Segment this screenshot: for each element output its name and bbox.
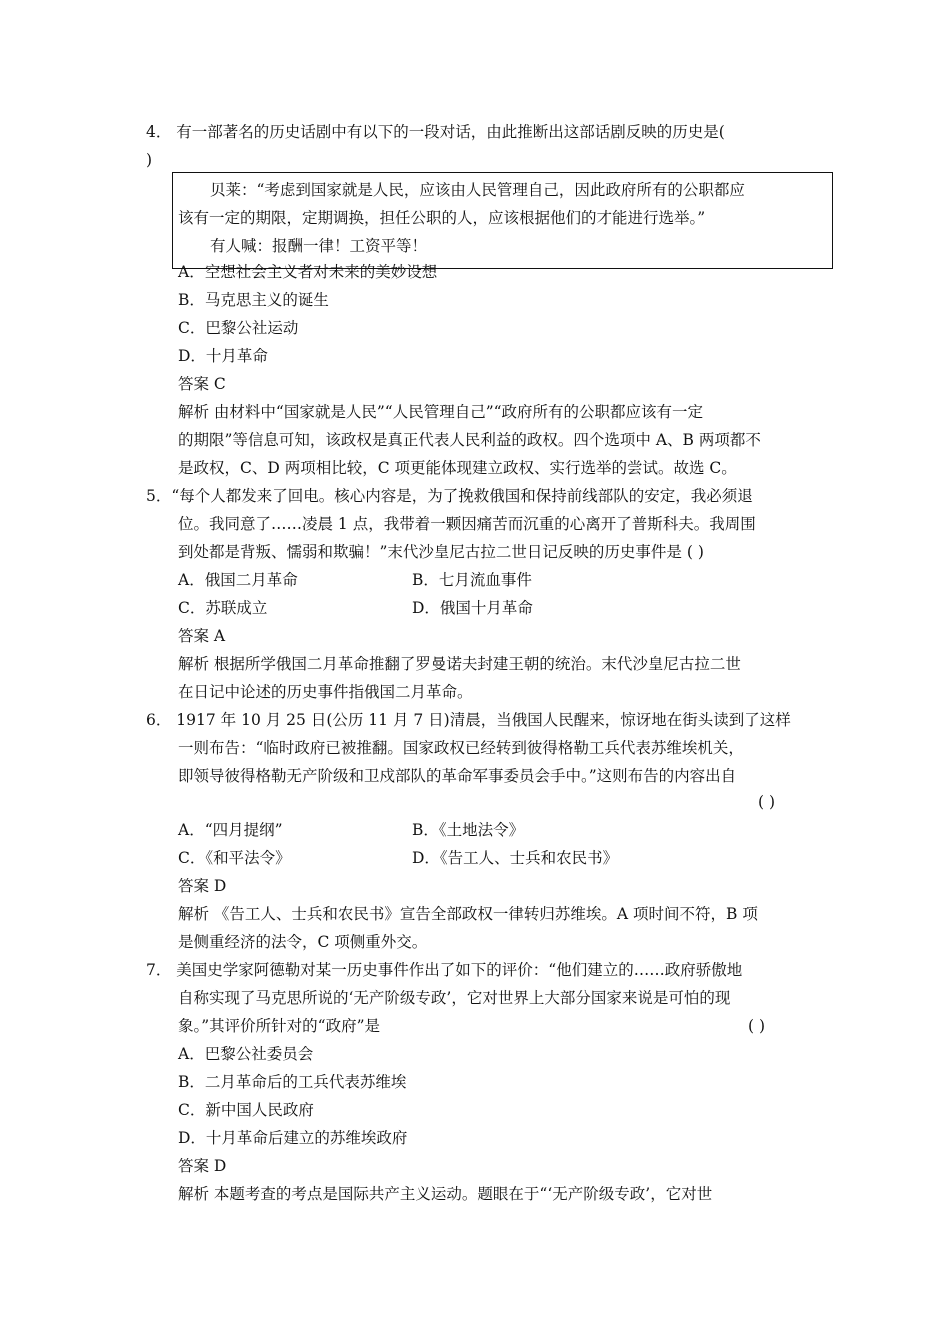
q7-stem-line2: 自称实现了马克思所说的‘无产阶级专政’，它对世界上大部分国家来说是可怕的现 xyxy=(178,989,731,1007)
q6-explanation-line2: 是侧重经济的法令，C 项侧重外交。 xyxy=(178,933,428,951)
q5-explanation-line1: 解析 根据所学俄国二月革命推翻了罗曼诺夫封建王朝的统治。末代沙皇尼古拉二世 xyxy=(178,655,741,673)
q4-option-a: A．空想社会主义者对未来的美妙设想 xyxy=(178,263,438,281)
q6-option-d: D．《告工人、士兵和农民书》 xyxy=(412,849,619,867)
q4-explanation-line2: 的期限”等信息可知，该政权是真正代表人民利益的政权。四个选项中 A、B 两项都不 xyxy=(178,431,761,449)
q4-explanation-line3: 是政权，C、D 两项相比较，C 项更能体现建立政权、实行选举的尝试。故选 C。 xyxy=(178,459,737,477)
q5-stem-line3: 到处都是背叛、懦弱和欺骗！”末代沙皇尼古拉二世日记反映的历史事件是 ( ) xyxy=(178,543,704,561)
q4-quote-line1: 贝莱：“考虑到国家就是人民，应该由人民管理自己，因此政府所有的公职都应 xyxy=(210,181,745,199)
q6-answer-blank: ( ) xyxy=(758,793,776,811)
q7-option-c: C．新中国人民政府 xyxy=(178,1101,314,1119)
q6-option-a: A．“四月提纲” xyxy=(178,821,283,839)
q7-stem-line1: 7． 美国史学家阿德勒对某一历史事件作出了如下的评价：“他们建立的……政府骄傲地 xyxy=(146,961,743,979)
q5-answer: 答案 A xyxy=(178,627,226,645)
q7-stem-line3: 象。”其评价所针对的“政府”是 xyxy=(178,1017,381,1035)
q4-quote-line3: 有人喊：报酬一律！工资平等！ xyxy=(210,237,428,255)
q7-option-d: D．十月革命后建立的苏维埃政府 xyxy=(178,1129,408,1147)
q6-option-b: B．《土地法令》 xyxy=(412,821,525,839)
q5-explanation-line2: 在日记中论述的历史事件指俄国二月革命。 xyxy=(178,683,473,701)
q7-answer: 答案 D xyxy=(178,1157,227,1175)
q6-explanation-line1: 解析 《告工人、士兵和农民书》宣告全部政权一律转归苏维埃。A 项时间不符，B 项 xyxy=(178,905,758,923)
q5-option-b: B．七月流血事件 xyxy=(412,571,532,589)
q4-option-b: B．马克思主义的诞生 xyxy=(178,291,329,309)
q4-quote-line2: 该有一定的期限，定期调换，担任公职的人，应该根据他们的才能进行选举。” xyxy=(178,209,706,227)
q6-stem-line3: 即领导彼得格勒无产阶级和卫戍部队的革命军事委员会手中。”这则布告的内容出自 xyxy=(178,767,737,785)
q4-option-d: D．十月革命 xyxy=(178,347,268,365)
q5-option-c: C．苏联成立 xyxy=(178,599,268,617)
q6-option-c: C．《和平法令》 xyxy=(178,849,291,867)
q4-explanation-line1: 解析 由材料中“国家就是人民”“人民管理自己”“政府所有的公职都应该有一定 xyxy=(178,403,704,421)
q6-stem-line1: 6． 1917 年 10 月 25 日(公历 11 月 7 日)清晨，当俄国人民醒来，惊讶地在街头读到了这样 xyxy=(146,711,791,729)
q4-stem-line1: 4． 有一部著名的历史话剧中有以下的一段对话，由此推断出这部话剧反映的历史是( xyxy=(146,123,725,141)
q5-option-a: A．俄国二月革命 xyxy=(178,571,298,589)
q5-stem-line1: 5．“每个人都发来了回电。核心内容是，为了挽救俄国和保持前线部队的安定，我必须退 xyxy=(146,487,753,505)
q4-option-c: C．巴黎公社运动 xyxy=(178,319,299,337)
q4-stem-line2: ) xyxy=(146,151,153,169)
q7-explanation-line1: 解析 本题考查的考点是国际共产主义运动。题眼在于“‘无产阶级专政’，它对世 xyxy=(178,1185,713,1203)
q5-option-d: D．俄国十月革命 xyxy=(412,599,533,617)
q7-option-b: B．二月革命后的工兵代表苏维埃 xyxy=(178,1073,407,1091)
q6-stem-line2: 一则布告：“临时政府已被推翻。国家政权已经转到彼得格勒工兵代表苏维埃机关， xyxy=(178,739,744,757)
q4-answer: 答案 C xyxy=(178,375,226,393)
q5-stem-line2: 位。我同意了……凌晨 1 点，我带着一颗因痛苦而沉重的心离开了普斯科夫。我周围 xyxy=(178,515,756,533)
q6-answer: 答案 D xyxy=(178,877,227,895)
q7-option-a: A．巴黎公社委员会 xyxy=(178,1045,314,1063)
q7-answer-blank: ( ) xyxy=(748,1017,766,1035)
